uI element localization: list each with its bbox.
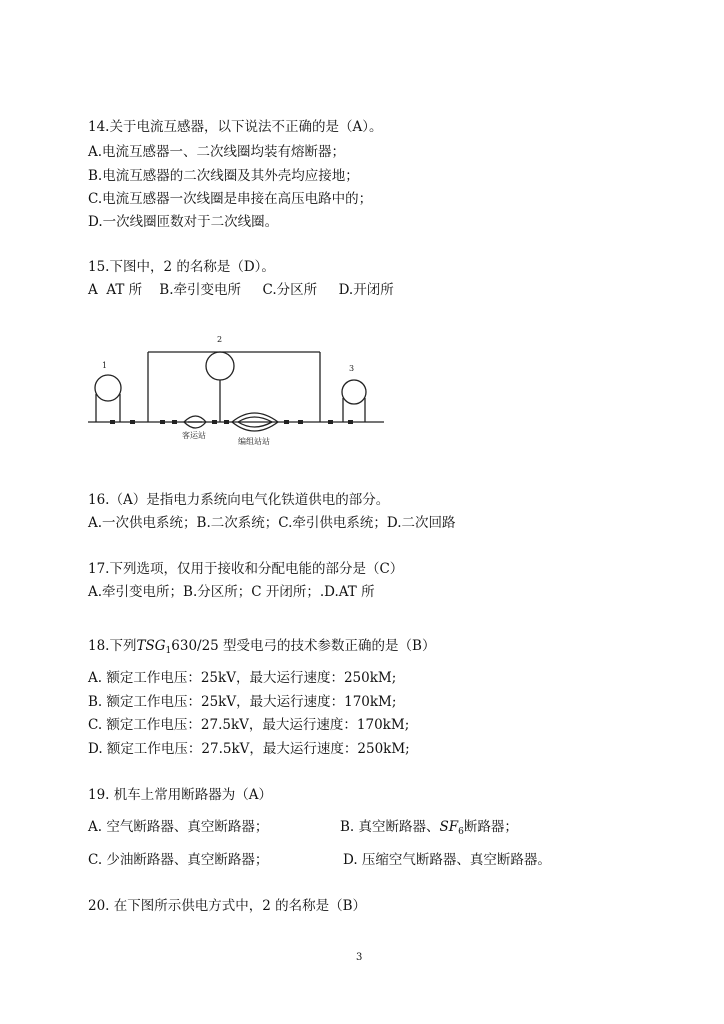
- station-label-2: 编组站站: [238, 437, 270, 445]
- q15-stem: 15.下图中，2 的名称是（D）。: [88, 259, 275, 275]
- q14-option-c: C.电流互感器一次线圈是串接在高压电路中的；: [88, 191, 373, 207]
- q18-stem-post: 630/25 型受电弓的技术参数正确的是（B）: [171, 638, 436, 654]
- q19-sf: SF: [439, 819, 459, 835]
- q17-options: A.牵引变电所；B.分区所；C 开闭所；.D.AT 所: [88, 584, 375, 600]
- q18-option-a: A. 额定工作电压：25kV，最大运行速度：250kM;: [88, 670, 397, 686]
- q17-stem: 17.下列选项，仅用于接收和分配电能的部分是（C）: [88, 561, 404, 577]
- q18-stem: [88, 637, 435, 660]
- q14-option-b: B.电流互感器的二次线圈及其外壳均应接地；: [88, 168, 359, 184]
- q14-option-d: D.一次线圈匝数对于二次线圈。: [88, 214, 279, 230]
- label-1: 1: [102, 361, 108, 370]
- transformer-2-icon: [206, 352, 234, 380]
- q18-model: TSG: [136, 638, 166, 654]
- q19-option-b-pre: B. 真空断路器、: [340, 819, 440, 835]
- q18-option-c: C. 额定工作电压：27.5kV，最大运行速度：170kM;: [88, 717, 410, 733]
- transformer-1-icon: [95, 375, 121, 401]
- q18-stem-pre: 18.下列: [88, 638, 137, 654]
- q14-option-a: A.电流互感器一、二次线圈均装有熔断器；: [88, 144, 346, 160]
- q16-stem: 16.（A）是指电力系统向电气化铁道供电的部分。: [88, 492, 390, 508]
- q19-option-b: [340, 818, 518, 841]
- q19-sf-sub: 6: [458, 827, 464, 837]
- q19-option-b-post: 断路器；: [463, 819, 518, 835]
- q15-options: A AT 所 B.牵引变电所 C.分区所 D.开闭所: [88, 282, 394, 298]
- q14-stem: 14.关于电流互感器，以下说法不正确的是（A）。: [88, 119, 383, 135]
- q18-model-sub: 1: [165, 646, 172, 656]
- q19-option-c: C. 少油断路器、真空断路器；: [88, 852, 269, 868]
- q16-options: A.一次供电系统；B.二次系统；C.牵引供电系统；D.二次回路: [88, 515, 456, 531]
- q18-option-b: B. 额定工作电压：25kV，最大运行速度：170kM;: [88, 694, 397, 710]
- page-number: 3: [356, 952, 363, 963]
- q18-option-d: D. 额定工作电压：27.5kV，最大运行速度：250kM;: [88, 741, 410, 757]
- q19-option-a: A. 空气断路器、真空断路器；: [88, 819, 269, 835]
- station-label-1: 客运站: [182, 431, 206, 440]
- power-supply-diagram: [86, 330, 386, 445]
- transformer-3-icon: [342, 380, 366, 404]
- q19-option-d: D. 压缩空气断路器、真空断路器。: [343, 852, 551, 868]
- label-3: 3: [349, 364, 355, 373]
- q19-stem: 19. 机车上常用断路器为（A）: [88, 787, 273, 803]
- label-2: 2: [217, 335, 223, 344]
- q20-stem: 20. 在下图所示供电方式中，2 的名称是（B）: [88, 898, 367, 914]
